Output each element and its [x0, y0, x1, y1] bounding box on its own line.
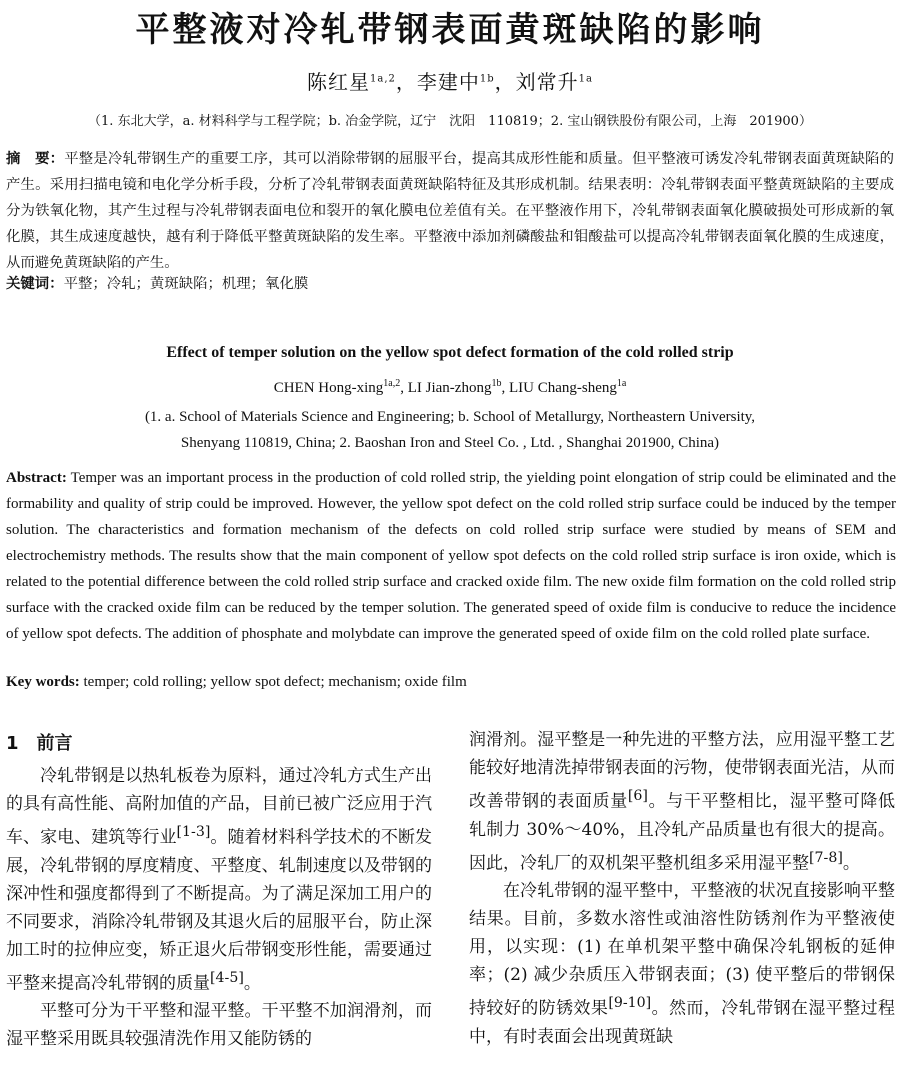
- authors-en: CHEN Hong-xing$^{1a,2}$, LI Jian-zhong$^{1b}$, LIU Chang-sheng$^{1a}$: [273, 378, 627, 396]
- abstract-cn-label: 摘 要：: [6, 151, 65, 167]
- body-paragraph: 平整可分为干平整和湿平整。干平整不加润滑剂，而湿平整采用既具较强清洗作用又能防锈的: [6, 1001, 432, 1050]
- body-paragraph: [469, 877, 895, 1051]
- paragraph-text: 。然而，冷轧带钢在湿平整过程中，有时表面会出现黄斑缺: [469, 998, 896, 1047]
- abstract-en-text: Temper was an important process in the production of cold rolled strip, the yielding point elongation of strip could be eliminated and the formability and quality of strip could be improved. However, the yellow spot defect on the cold rolled strip surface could be induced by the temper solution. The characteristics and formation mechanism of the defects on cold rolled strip surface were studied by means of SEM and electrochemistry methods. The results show that the main component of yellow spot defects on the cold rolled strip surface is iron oxide, which is related to the potential difference between the cold rolled strip surface and cracked oxide film. The new oxide film formation on the cold rolled strip surface with the cracked oxide film can be reduced by the temper solution. The generated speed of oxide film is conducive to reduce the incidence of yellow spot defects. The addition of phosphate and molybdate can improve the generated speed of oxide film on the cold rolled plate surface.: [6, 470, 896, 642]
- affiliation-en: [0, 404, 900, 456]
- affiliation-cn: （1. 东北大学，a. 材料科学与工程学院；b. 冶金学院，辽宁 沈阳 110819；2. 宝山钢铁股份有限公司，上海 201900）: [88, 114, 812, 129]
- citation: [1-3]: [176, 824, 211, 840]
- affiliation-en-line: (1. a. School of Materials Science and Engineering; b. School of Metallurgy, Northeastern University,: [144, 409, 756, 425]
- keywords-en: [6, 674, 896, 691]
- citation: [4-5]: [210, 969, 244, 986]
- body-column-right: [469, 726, 895, 1051]
- paragraph-text: 。: [842, 853, 860, 874]
- author-name: 李建中: [416, 70, 480, 94]
- keywords-cn-text: 平整；冷轧；黄斑缺陷；机理；氧化膜: [63, 276, 309, 292]
- abstract-cn-text: 平整是冷轧带钢生产的重要工序，其可以消除带钢的屈服平台，提高其成形性能和质量。但平整液可诱发冷轧带钢表面黄斑缺陷的产生。采用扫描电镜和电化学分析手段，分析了冷轧带钢表面黄斑缺陷特征及其形成机制。结果表明：冷轧带钢表面平整黄斑缺陷的主要成分为铁氧化物，其产生过程与冷轧带钢表面电位和裂开的氧化膜电位差值有关。在平整液作用下，冷轧带钢表面氧化膜破损处可形成新的氧化膜，其生成速度越快，越有利于降低平整黄斑缺陷的发生率。平整液中添加剂磷酸盐和钼酸盐可以提高冷轧带钢表面氧化膜的生成速度，从而避免黄斑缺陷的产生。: [6, 151, 894, 271]
- section-heading: 1 前言: [6, 733, 73, 754]
- paper-title-en: Effect of temper solution on the yellow spot defect formation of the cold rolled strip: [166, 344, 734, 361]
- keywords-cn: [6, 272, 894, 293]
- paragraph-text: 。与干平整相比，湿平整可降低轧制力 30%～40%，且冷轧产品质量也有很大的提高。因此，冷轧厂的双机架平整机组多采用湿平整: [469, 791, 896, 874]
- paragraph-text: 。随着材料科学技术的不断发展，冷轧带钢的厚度精度、平整度、轧制速度以及带钢的深冲性和强度都得到了不断提高。为了满足深加工用户的不同要求，消除冷轧带钢及其退火后的屈服平台，防止深加工时的拉伸应变，矫正退火后带钢变形性能，需要通过平整来提高冷轧带钢的质量: [6, 827, 433, 994]
- body-column-left: [6, 726, 432, 1053]
- authors-cn: 陈红星$^{1a,2}$，李建中$^{1b}$，刘常升$^{1a}$: [307, 70, 593, 94]
- author-affil-mark: 1b: [479, 73, 495, 85]
- author-affil-mark: 1a,2: [370, 73, 396, 85]
- author-name: LI Jian-zhong: [407, 380, 492, 396]
- author-name: 陈红星: [307, 70, 371, 94]
- author-affil-mark: 1a: [616, 378, 627, 389]
- citation: [7-8]: [809, 849, 843, 866]
- author-name: CHEN Hong-xing: [273, 380, 384, 396]
- paragraph-text: 。: [243, 973, 261, 994]
- body-paragraph: [469, 726, 895, 877]
- abstract-en-label: Abstract:: [6, 470, 67, 486]
- paragraph-text: 在冷轧带钢的湿平整中，平整液的状况直接影响平整结果。目前，多数水溶性或油溶性防锈剂作为平整液使用，以实现：(1) 在单机架平整中确保冷轧钢板的延伸率；(2) 减少杂质压入带钢表面；(3) 使平整后的带钢保持较好的防锈效果: [469, 881, 895, 1019]
- author-affil-mark: 1b: [491, 378, 502, 389]
- keywords-en-label: Key words:: [6, 674, 80, 690]
- keywords-en-text: temper; cold rolling; yellow spot defect; mechanism; oxide film: [79, 674, 467, 690]
- citation: [6]: [627, 788, 648, 804]
- abstract-cn: [6, 146, 894, 276]
- author-affil-mark: 1a,2: [383, 378, 401, 389]
- keywords-cn-label: 关键词：: [6, 276, 64, 292]
- author-name: 刘常升: [515, 70, 579, 94]
- author-affil-mark: 1a: [578, 73, 593, 85]
- citation: [9-10]: [608, 995, 652, 1012]
- affiliation-en-line: Shenyang 110819, China; 2. Baoshan Iron and Steel Co. , Ltd. , Shanghai 201900, China): [180, 435, 720, 451]
- paper-title-cn: 平整液对冷轧带钢表面黄斑缺陷的影响: [135, 10, 765, 50]
- body-paragraph: [6, 762, 432, 997]
- paragraph-text: 润滑剂。湿平整是一种先进的平整方法，应用湿平整工艺能较好地清洗掉带钢表面的污物，使带钢表面光洁，从而改善带钢的表面质量: [469, 730, 895, 812]
- author-name: LIU Chang-sheng: [508, 380, 617, 396]
- paragraph-text: 冷轧带钢是以热轧板卷为原料，通过冷轧方式生产出的具有高性能、高附加值的产品，目前已被广泛应用于汽车、家电、建筑等行业: [6, 766, 432, 848]
- abstract-en: [6, 465, 896, 647]
